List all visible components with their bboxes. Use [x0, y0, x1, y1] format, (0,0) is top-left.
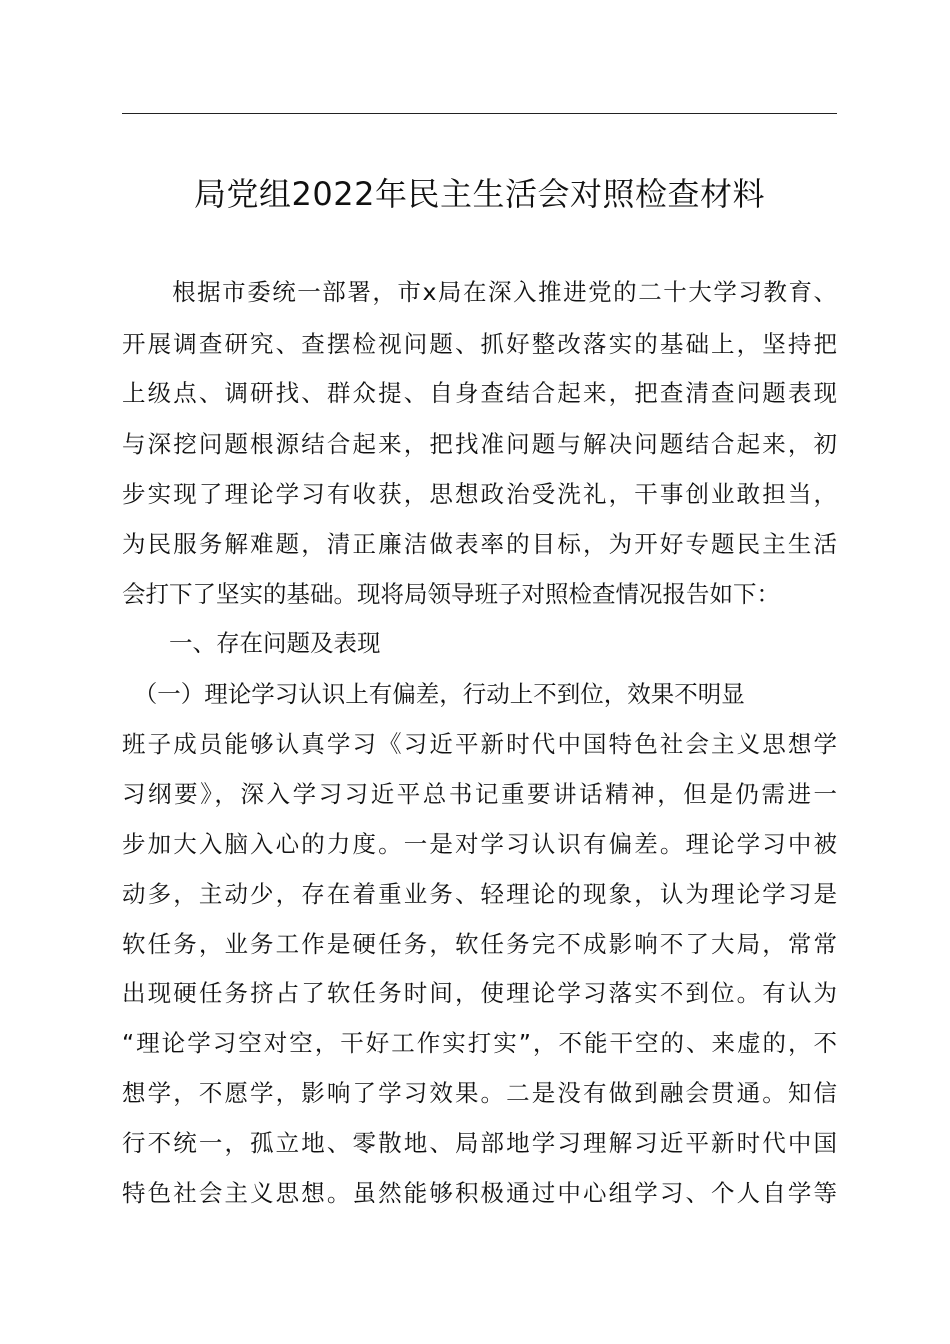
body-line: 班子成员能够认真学习《习近平新时代中国特色社会主义思想学: [122, 730, 837, 758]
body-line: 步加大入脑入心的力度。一是对学习认识有偏差。理论学习中被: [122, 830, 837, 858]
document-title: 局党组2022年民主生活会对照检查材料: [194, 175, 765, 213]
body-line: 行不统一，孤立地、零散地、局部地学习理解习近平新时代中国: [122, 1129, 837, 1157]
body-line: 步实现了理论学习有收获，思想政治受洗礼，干事创业敢担当，: [122, 480, 837, 508]
body-line: 软任务，业务工作是硬任务，软任务完不成影响不了大局，常常: [122, 930, 837, 958]
body-line: 与深挖问题根源结合起来，把找准问题与解决问题结合起来，初: [122, 430, 837, 458]
body-line: 根据市委统一部署，市x局在深入推进党的二十大学习教育、: [122, 278, 837, 306]
body-line: 上级点、调研找、群众提、自身查结合起来，把查清查问题表现: [122, 379, 837, 407]
body-line: 出现硬任务挤占了软任务时间，使理论学习落实不到位。有认为: [122, 979, 837, 1007]
body-line: 动多，主动少，存在着重业务、轻理论的现象，认为理论学习是: [122, 880, 837, 908]
body-line: 想学，不愿学，影响了学习效果。二是没有做到融会贯通。知信: [122, 1079, 837, 1107]
section-heading: 一、存在问题及表现: [122, 629, 381, 657]
body-line: 特色社会主义思想。虽然能够积极通过中心组学习、个人自学等: [122, 1179, 837, 1207]
body-line: 开展调查研究、查摆检视问题、抓好整改落实的基础上，坚持把: [122, 330, 837, 358]
subsection-heading: （一）理论学习认识上有偏差，行动上不到位，效果不明显: [122, 680, 745, 708]
body-line: 习纲要》，深入学习习近平总书记重要讲话精神，但是仍需进一: [122, 780, 837, 808]
body-line: “理论学习空对空，干好工作实打实”，不能干空的、来虚的，不: [122, 1029, 837, 1057]
body-line: 为民服务解难题，清正廉洁做表率的目标，为开好专题民主生活: [122, 530, 837, 558]
body-line: 会打下了坚实的基础。现将局领导班子对照检查情况报告如下：: [122, 580, 780, 608]
header-rule: [122, 113, 837, 114]
